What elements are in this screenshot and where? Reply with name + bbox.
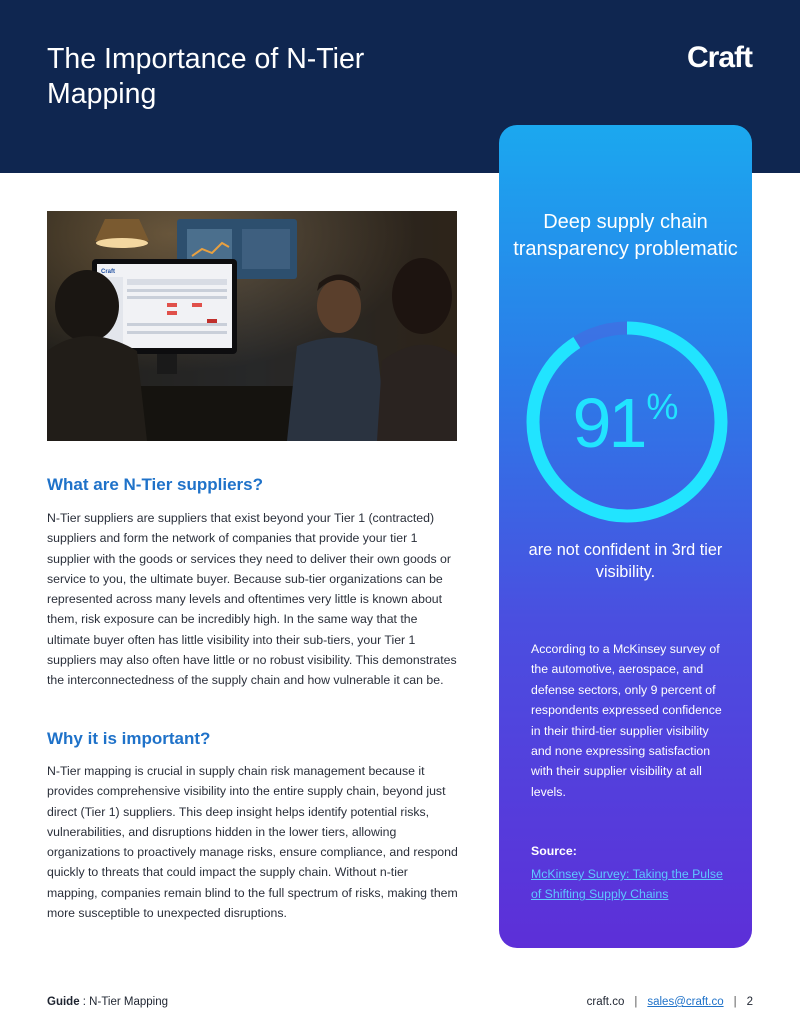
footer-divider: | (733, 996, 737, 1008)
footer-guide-label: Guide (47, 996, 80, 1008)
team-photo (47, 211, 457, 441)
stat-unit: % (646, 386, 679, 427)
section-body-what: N-Tier suppliers are suppliers that exist beyond your Tier 1 (contracted) suppliers and form the network of companies that provide your tier 1 supplier with the goods or services they need to deliver their own goods or service to you, the ultimate buyer. Because sub-tier organizations can be represented across many levels and oftentimes very little is known about them, risk exposure can be incredibly high. In the same way that the ultimate buyer often has little visibility into their sub-tiers, your Tier 1 suppliers may also often have little or no robust visibility. This demonstrates the interconnectedness of the supply chain and how vulnerable it can be. (47, 511, 457, 688)
team-photo-illustration (47, 211, 457, 441)
section-body-why: N-Tier mapping is crucial in supply chain risk management because it provides comprehensive visibility into the entire supply chain, beyond just direct (Tier 1) suppliers. This deep insight helps identify potential risks, vulnerabilities, and disruptions hidden in the lower tiers, allowing organizations to proactively manage risks, ensure compliance, and respond quickly to threats that could impact the supply chain. Without n-tier mapping, companies remain blind to the full spectrum of risks, making them more susceptible to unexpected disruptions. (47, 764, 458, 921)
stat-card-heading: Deep supply chain transparency problematic (513, 211, 738, 260)
stat-card-body: According to a McKinsey survey of the automotive, aerospace, and defense sectors, only 9 percent of respondents expressed confidence in their third-tier supplier visibility and none expressing satisfaction with their supplier visibility at all levels. (531, 642, 722, 799)
stat-card (499, 125, 752, 948)
craft-logo: Craft (686, 41, 752, 74)
footer-email-link[interactable]: sales@craft.co (647, 996, 724, 1008)
screen-logo: Craft (101, 269, 116, 275)
stat-number: 91 (572, 384, 645, 462)
footer-guide (47, 996, 168, 1008)
stat-caption: are not confident in 3rd tier visibility. (528, 541, 723, 581)
footer-site: craft.co (586, 996, 625, 1008)
stat-value (499, 383, 752, 463)
section-heading-why: Why it is important? (47, 729, 211, 748)
footer-divider: | (634, 996, 638, 1008)
section-heading-what: What are N-Tier suppliers? (47, 475, 264, 494)
page-number: 2 (746, 996, 753, 1008)
source-label: Source: (531, 844, 577, 858)
footer-guide-topic: : N-Tier Mapping (82, 996, 169, 1008)
page-title: The Importance of N-Tier Mapping (47, 43, 365, 110)
footer-contact (587, 996, 753, 1008)
source-link[interactable]: McKinsey Survey: Taking the Pulse of Shifting Supply Chains (531, 867, 723, 902)
